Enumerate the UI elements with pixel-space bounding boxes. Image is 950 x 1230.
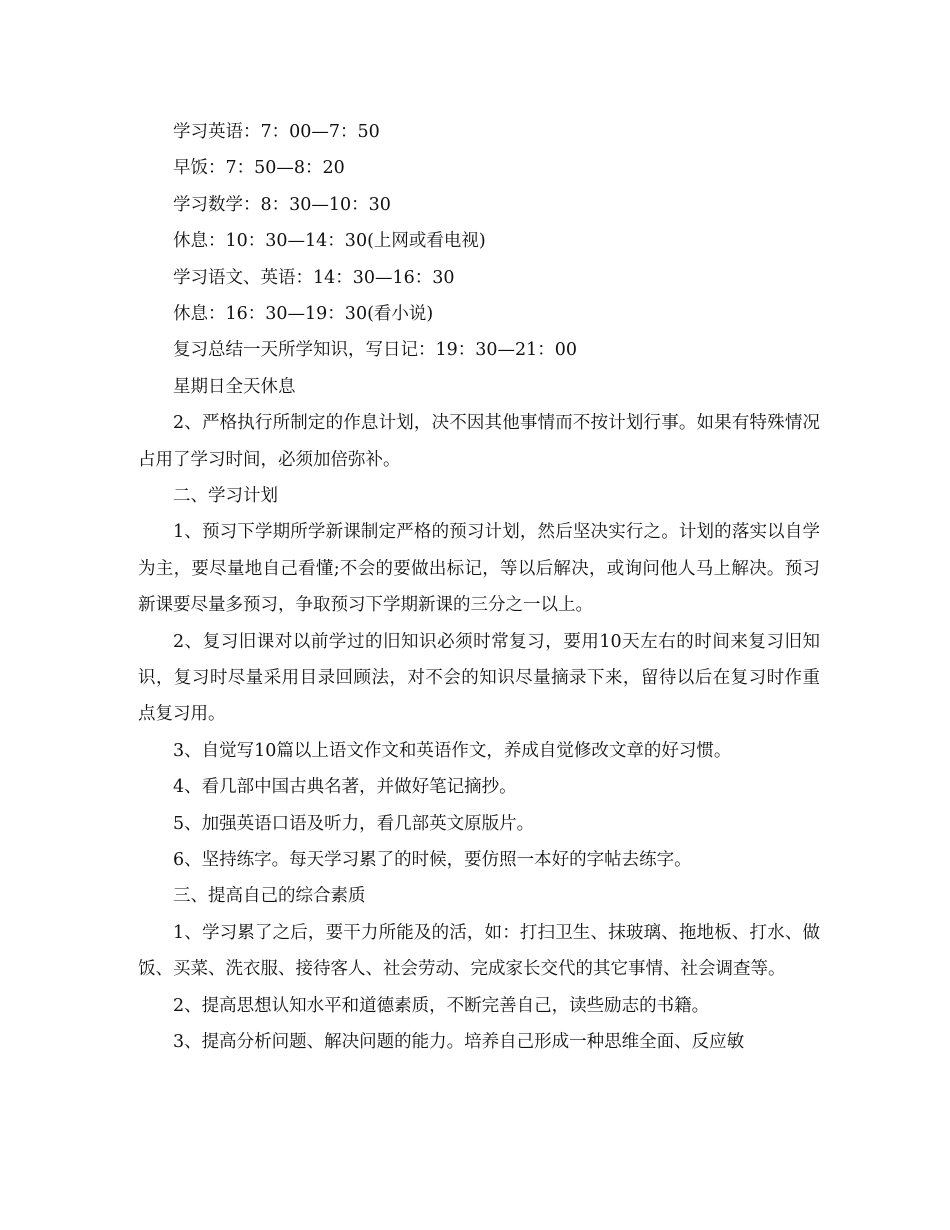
document-body <box>138 114 820 1060</box>
paragraph-execute-plan: 2、严格执行所制定的作息计划，决不因其他事情而不按计划行事。如果有特殊情况占用了学习时间，必须加倍弥补。 <box>138 413 820 470</box>
schedule-line-sunday: 星期日全天休息 <box>173 376 296 397</box>
section-heading-study-plan: 二、学习计划 <box>173 485 278 506</box>
schedule-line-breakfast: 早饭：7：50—8：20 <box>173 158 345 179</box>
quality-item-chores: 1、学习累了之后，要干力所能及的活，如：打扫卫生、抹玻璃、拖地板、打水、做饭、买菜、洗衣服、接待客人、社会劳动、完成家长交代的其它事情、社会调查等。 <box>138 922 820 980</box>
section-heading-quality: 三、提高自己的综合素质 <box>173 886 366 907</box>
schedule-line-english: 学习英语：7：00—7：50 <box>173 122 380 142</box>
schedule-line-math: 学习数学：8：30—10：30 <box>173 194 391 215</box>
study-item-calligraphy: 6、坚持练字。每天学习累了的时候，要仿照一本好的字帖去练字。 <box>173 849 692 870</box>
study-item-writing: 3、自觉写10篇以上语文作文和英语作文，养成自觉修改文章的好习惯。 <box>173 740 732 761</box>
study-item-english-listening: 5、加强英语口语及听力，看几部英文原版片。 <box>173 813 535 834</box>
study-item-preview: 1、预习下学期所学新课制定严格的预习计划，然后坚决实行之。计划的落实以自学为主，要尽量地自己看懂;不会的要做出标记，等以后解决，或询问他人马上解决。预习新课要尽量多预习，争取预习下学期新课的三分之一以上。 <box>138 522 820 616</box>
schedule-line-rest-midday: 休息：10：30—14：30(上网或看电视) <box>173 231 486 252</box>
quality-item-moral: 2、提高思想认知水平和道德素质，不断完善自己，读些励志的书籍。 <box>173 995 710 1016</box>
schedule-line-review: 复习总结一天所学知识，写日记：19：30—21：00 <box>173 340 578 361</box>
study-item-review: 2、复习旧课对以前学过的旧知识必须时常复习，要用10天左右的时间来复习旧知识，复习时尽量采用目录回顾法，对不会的知识尽量摘录下来，留待以后在复习时作重点复习用。 <box>138 631 820 725</box>
quality-item-analysis: 3、提高分析问题、解决问题的能力。培养自己形成一种思维全面、反应敏 <box>173 1032 745 1052</box>
schedule-line-rest-evening: 休息：16：30—19：30(看小说) <box>173 303 434 324</box>
study-item-classics: 4、看几部中国古典名著，并做好笔记摘抄。 <box>173 777 517 798</box>
schedule-line-chinese-english: 学习语文、英语：14：30—16：30 <box>173 267 455 288</box>
